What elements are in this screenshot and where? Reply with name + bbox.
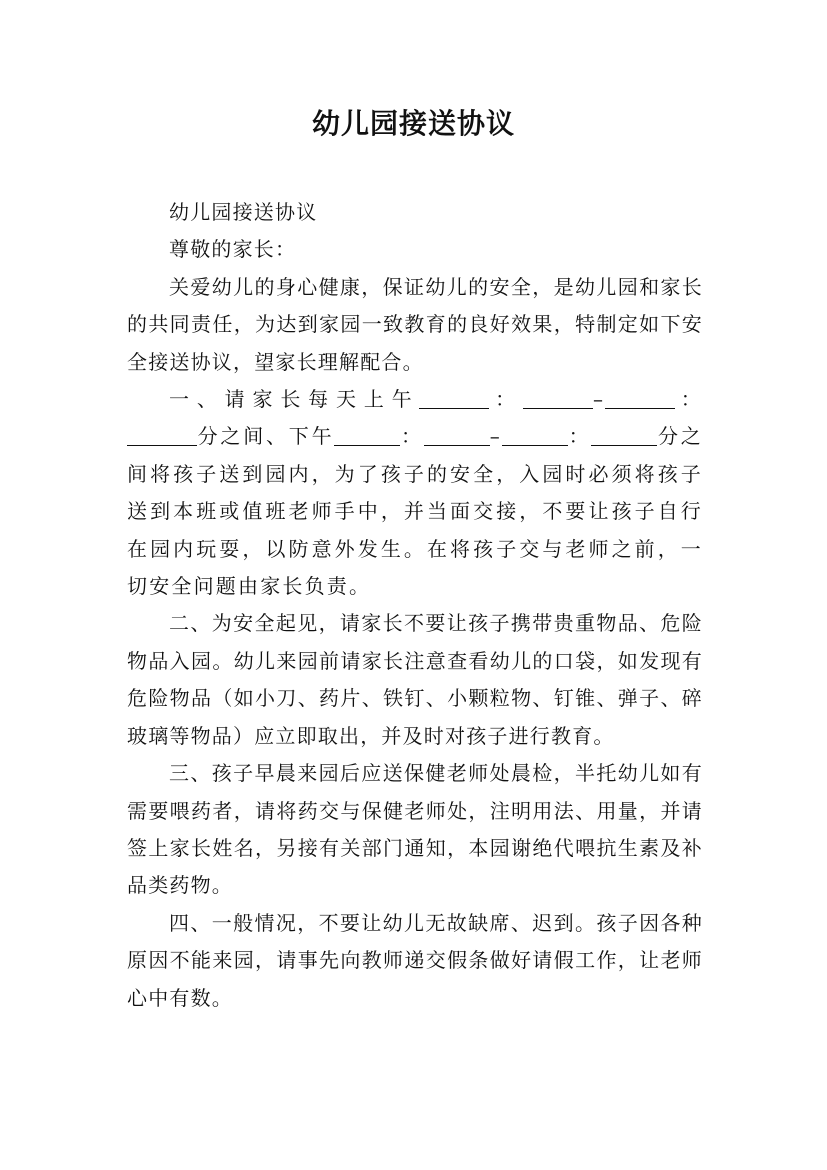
morning-start-minute-blank[interactable] (523, 386, 593, 409)
item-2-paragraph: 二、为安全起见，请家长不要让孩子携带贵重物品、危险物品入园。幼儿来园前请家长注意查看幼儿的口袋，如发现有危险物品（如小刀、药片、铁钉、小颗粒物、钉锥、弹子、碎玻璃等物品）应立即取出，并及时对孩子进行教育。 (127, 611, 703, 748)
morning-end-hour-blank[interactable] (605, 386, 675, 409)
morning-end-minute-blank[interactable] (127, 423, 197, 446)
colon-3: ： (400, 424, 424, 449)
document-title: 幼儿园接送协议 (311, 107, 515, 140)
colon-1: ： (489, 387, 523, 412)
colon-2: ： (675, 387, 703, 412)
intro-paragraph: 关爱幼儿的身心健康，保证幼儿的安全，是幼儿园和家长的共同责任，为达到家园一致教育的良好效果，特制定如下安全接送协议，望家长理解配合。 (127, 274, 703, 374)
item-1-mid: 分之间、下午 (197, 424, 335, 449)
greeting-paragraph: 尊敬的家长： (169, 237, 297, 262)
colon-4: ： (568, 424, 592, 449)
document-body (127, 194, 703, 1017)
dash-2: – (489, 424, 502, 449)
item-4-paragraph: 四、一般情况，不要让幼儿无故缺席、迟到。孩子因各种原因不能来园，请事先向教师递交假条做好请假工作，让老师心中有数。 (127, 910, 703, 1010)
item-1-suffix: 分之间将孩子送到园内，为了孩子的安全，入园时必须将孩子送到本班或值班老师手中，并当面交接，不要让孩子自行在园内玩耍，以防意外发生。在将孩子交与老师之前，一切安全问题由家长负责。 (127, 424, 704, 599)
item-1-paragraph (127, 381, 703, 605)
afternoon-start-minute-blank[interactable] (424, 423, 490, 446)
subtitle-paragraph: 幼儿园接送协议 (169, 200, 318, 224)
morning-start-hour-blank[interactable] (419, 386, 489, 409)
item-1-prefix: 一、请家长每天上午 (169, 387, 420, 412)
afternoon-end-minute-blank[interactable] (591, 423, 657, 446)
dash-1: – (592, 387, 606, 412)
afternoon-end-hour-blank[interactable] (502, 423, 568, 446)
item-3-paragraph: 三、孩子早晨来园后应送保健老师处晨检，半托幼儿如有需要喂药者，请将药交与保健老师处，注明用法、用量，并请签上家长姓名，另接有关部门通知，本园谢绝代喂抗生素及补品类药物。 (127, 761, 703, 898)
afternoon-start-hour-blank[interactable] (334, 423, 400, 446)
